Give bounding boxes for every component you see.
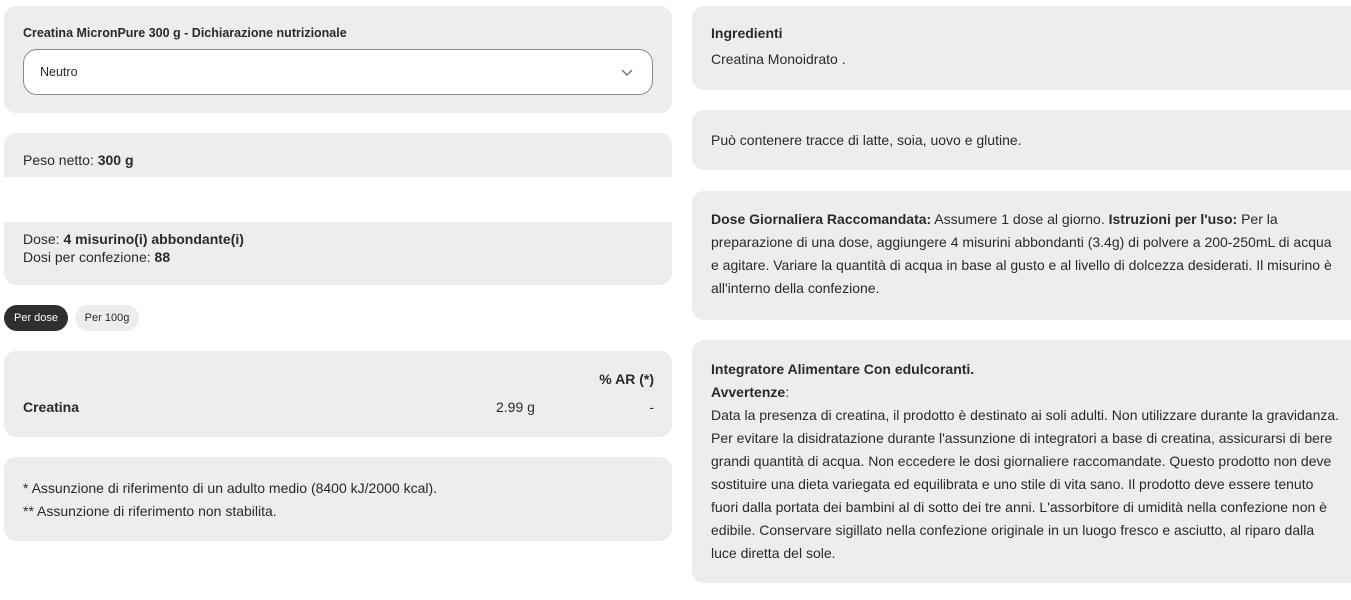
tab-per-dose[interactable]: Per dose xyxy=(4,305,68,331)
tab-per-100g[interactable]: Per 100g xyxy=(75,305,139,331)
row-name: Creatina xyxy=(23,399,80,415)
usage-text: Dose Giornaliera Raccomandata: Assumere 1 dose al giorno. Istruzioni per l'uso: Per la preparazione di una dose, aggiungere 4 misurini abbondanti (3.4g) di polvere a 200-250mL di acqua e agitare. Variare la quantità di acqua in base al gusto e al livello di dolcezza desiderati. Il misurino è all'interno della confezione. xyxy=(711,211,1332,296)
nutrition-table xyxy=(4,351,672,437)
flavor-select-value: Neutro xyxy=(40,65,78,79)
footnote: * Assunzione di riferimento di un adulto medio (8400 kJ/2000 kcal). xyxy=(23,480,438,496)
ingredients-card xyxy=(692,6,1351,90)
nutrition-title: Creatina MicronPure 300 g - Dichiarazione nutrizionale xyxy=(23,26,347,40)
warnings-card xyxy=(692,340,1351,583)
allergens-text: Può contenere tracce di latte, soia, uovo e glutine. xyxy=(711,132,1022,148)
row-ar: - xyxy=(649,399,654,415)
ingredients-text: Creatina Monoidrato . xyxy=(711,51,846,67)
chevron-down-icon xyxy=(620,65,634,79)
warnings-label: Avvertenze: xyxy=(711,384,790,400)
row-value: 2.99 g xyxy=(496,399,535,415)
footnote: ** Assunzione di riferimento non stabilita. xyxy=(23,503,277,519)
usage-card xyxy=(692,191,1351,320)
net-weight: Peso netto: 300 g xyxy=(23,152,134,168)
column-header-ar: % AR (*) xyxy=(599,371,654,387)
warnings-text: Data la presenza di creatina, il prodotto è destinato ai soli adulti. Non utilizzare durante la gravidanza. Per evitare la disidratazione durante l'assunzione di integratori a base di creatina, assicurarsi di bere grandi quantità di acqua. Non eccedere le dosi giornaliere raccomandate. Questo prodotto non deve sostituire una dieta variegata ed equilibrata e uno stile di vita sano. Il prodotto deve essere tenuto fuori dalla portata dei bambini al di sotto dei tre anni. L'assorbitore di umidità nella confezione non è edibile. Conservare sigillato nella confezione originale in un luogo fresco e asciutto, al riparo dalla luce diretta del sole. xyxy=(711,407,1340,561)
dose-info: Dose: 4 misurino(i) abbondante(i) xyxy=(23,231,244,247)
nutrition-header-card xyxy=(4,6,672,113)
allergens-card xyxy=(692,110,1351,170)
flavor-select[interactable] xyxy=(23,49,653,95)
footnotes-card xyxy=(4,457,672,541)
net-weight-card xyxy=(4,133,672,177)
ingredients-title: Ingredienti xyxy=(711,25,783,41)
warnings-heading: Integratore Alimentare Con edulcoranti. xyxy=(711,361,975,377)
dose-card xyxy=(4,222,672,285)
servings-info: Dosi per confezione: 88 xyxy=(23,249,171,265)
